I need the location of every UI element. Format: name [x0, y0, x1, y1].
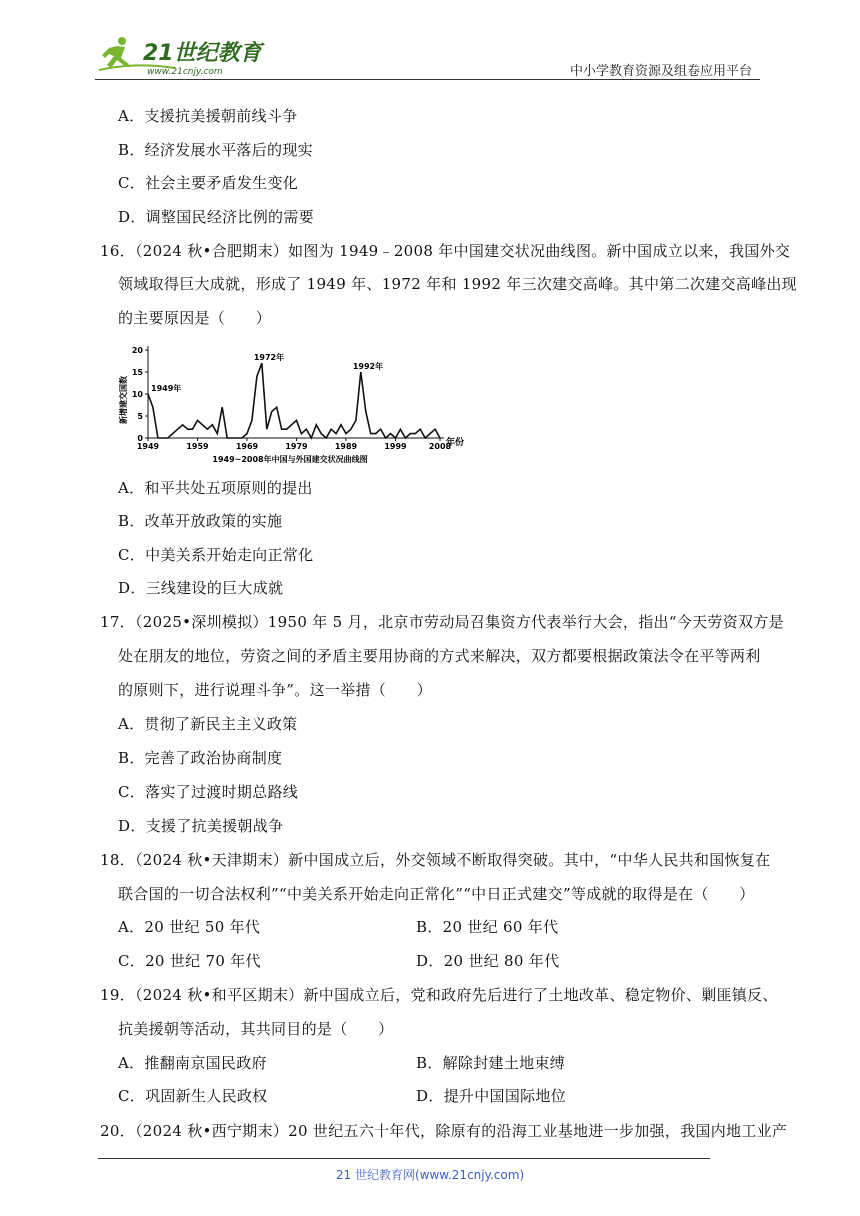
- chart-y-tick-label: 20: [131, 346, 143, 355]
- platform-name: 中小学教育资源及组卷应用平台: [569, 64, 752, 79]
- q19-option-c: C．巩固新生人民政权: [118, 1087, 268, 1105]
- site-logo: [95, 34, 265, 78]
- chart-x-tick-label: 1959: [186, 442, 209, 451]
- q17-option-d: D．支援了抗美援朝战争: [118, 817, 284, 835]
- logo-url: www.21cnjy.com: [147, 67, 223, 77]
- q16-stem-line2: 领域取得巨大成就，形成了 1949 年、1972 年和 1992 年三次建交高峰。其中第二次建交高峰出现: [118, 275, 797, 293]
- prev-option-a: A．支援抗美援朝前线斗争: [118, 107, 298, 125]
- chart-x-tick-label: 1979: [285, 442, 308, 451]
- chart-x-tick-label: 1999: [384, 442, 407, 451]
- q18-option-c: C．20 世纪 70 年代: [118, 952, 261, 970]
- q18-option-b: B．20 世纪 60 年代: [416, 918, 559, 936]
- chart-ylabel: 新增建交国数: [119, 376, 128, 424]
- chart-x-tick-label: 2008: [428, 442, 452, 451]
- q18-option-a: A．20 世纪 50 年代: [118, 918, 261, 936]
- prev-option-b: B．经济发展水平落后的现实: [118, 141, 313, 159]
- q17-stem-line1: 17．（2025•深圳模拟）1950 年 5 月，北京市劳动局召集资方代表举行大会，指出“今天劳资双方是: [100, 613, 784, 631]
- chart-series-line: [148, 363, 440, 438]
- chart-xlabel: 年份: [446, 438, 465, 448]
- q16-option-b: B．改革开放政策的实施: [118, 512, 283, 530]
- q18-stem-line2: 联合国的一切合法权利”“中美关系开始走向正常化”“中日正式建交”等成就的取得是在（ ）: [118, 885, 755, 903]
- q16-option-a: A．和平共处五项原则的提出: [118, 479, 313, 497]
- chart-annotation: 1972年: [253, 353, 285, 363]
- chart-annotation: 1992年: [352, 362, 384, 371]
- q16-option-d: D．三线建设的巨大成就: [118, 579, 284, 597]
- q19-stem-line2: 抗美援朝等活动，其共同目的是（ ）: [118, 1020, 394, 1038]
- header-divider: [95, 79, 760, 80]
- chart-title: 1949~2008年中国与外国建交状况曲线图: [212, 455, 368, 464]
- chart-y-tick-label: 0: [137, 434, 143, 443]
- q17-option-b: B．完善了政治协商制度: [118, 749, 283, 767]
- prev-option-c: C．社会主要矛盾发生变化: [118, 174, 299, 192]
- chart-x-tick-label: 1989: [334, 442, 358, 451]
- footer-divider: [98, 1158, 710, 1159]
- q19-option-a: A．推翻南京国民政府: [118, 1054, 267, 1072]
- q19-option-b: B．解除封建土地束缚: [416, 1054, 566, 1072]
- chart-annotations: [151, 352, 383, 393]
- q19-stem-line1: 19．（2024 秋•和平区期末）新中国成立后，党和政府先后进行了土地改革、稳定物价、剿匪镇反、: [100, 986, 778, 1004]
- q17-stem-line2: 处在朋友的地位，劳资之间的矛盾主要用协商的方式来解决，双方都要根据政策法令在平等两利: [118, 647, 761, 665]
- logo-text: 21世纪教育: [143, 41, 262, 66]
- q19-option-d: D．提升中国国际地位: [416, 1087, 567, 1105]
- chart-x-tick-label: 1949: [136, 442, 160, 451]
- chart-axes: [148, 346, 444, 438]
- chart-x-tick-label: 1969: [235, 442, 259, 451]
- q18-stem-line1: 18．（2024 秋•天津期末）新中国成立后，外交领域不断取得突破。其中，“中华人民共和国恢复在: [100, 851, 771, 869]
- diplomacy-chart: [118, 338, 468, 468]
- footer-text: 21 世纪教育网(www.21cnjy.com): [335, 1168, 525, 1182]
- q18-option-d: D．20 世纪 80 年代: [416, 952, 560, 970]
- q17-stem-line3: 的原则下，进行说理斗争”。这一举措（ ）: [118, 681, 432, 699]
- q16-option-c: C．中美关系开始走向正常化: [118, 546, 314, 564]
- q17-option-a: A．贯彻了新民主主义政策: [118, 715, 298, 733]
- q16-stem-line3: 的主要原因是（ ）: [118, 309, 272, 327]
- prev-option-d: D．调整国民经济比例的需要: [118, 208, 314, 226]
- chart-annotation: 1949年: [151, 384, 182, 393]
- chart-y-tick-label: 10: [131, 390, 143, 399]
- page-header: [95, 32, 760, 78]
- chart-y-tick-label: 15: [131, 368, 143, 377]
- q16-stem-line1: 16．（2024 秋•合肥期末）如图为 1949﹣2008 年中国建交状况曲线图。新中国成立以来，我国外交: [100, 242, 791, 260]
- q17-option-c: C．落实了过渡时期总路线: [118, 783, 299, 801]
- q20-stem-line1: 20．（2024 秋•西宁期末）20 世纪五六十年代，除原有的沿海工业基地进一步加强，我国内地工业产: [100, 1122, 788, 1140]
- chart-y-tick-label: 5: [137, 412, 143, 421]
